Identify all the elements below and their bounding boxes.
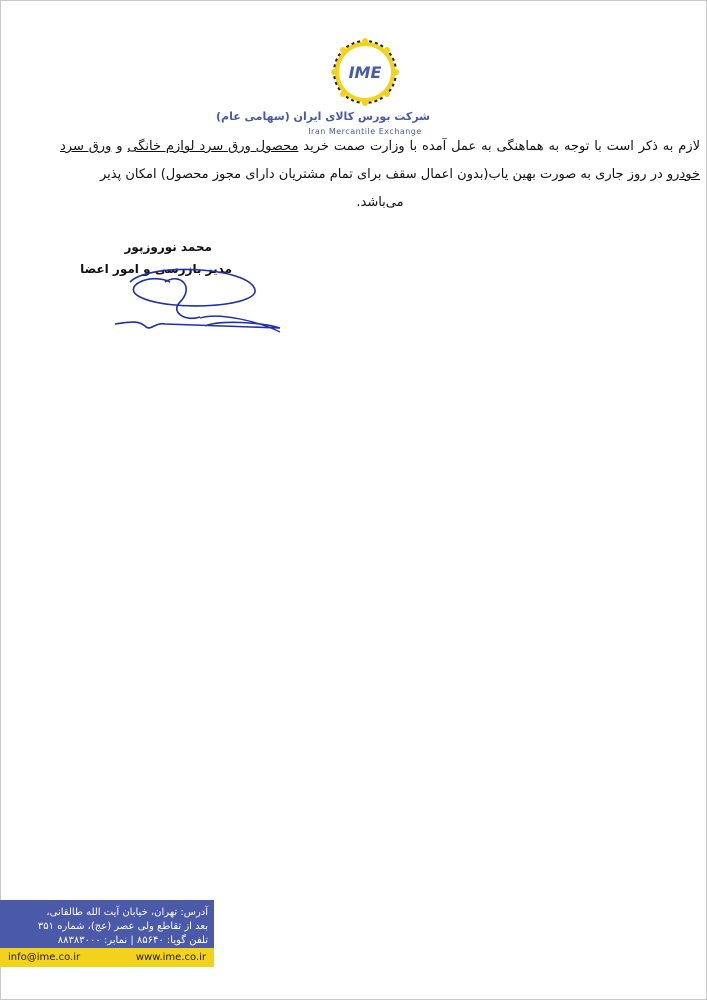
product-home-appliances: محصول ورق سرد لوازم خانگی <box>127 139 299 154</box>
letter-text-start: لازم به ذکر است با توجه به هماهنگی به عمل آمده با وزارت صمت خرید <box>298 139 701 154</box>
handwritten-signature <box>110 262 290 342</box>
letter-text-rest: در روز جاری به صورت بهین یاب(بدون اعمال سقف برای تمام مشتریان دارای مجوز محصول) امکان پذیر <box>99 167 667 182</box>
letter-text-end: می‌باشد. <box>356 195 404 210</box>
logo-text: IME <box>348 63 382 82</box>
ime-logo-icon <box>316 38 414 112</box>
footer-address-line1: آدرس: تهران، خیابان آیت الله طالقانی، <box>46 907 208 918</box>
footer-email[interactable]: info@ime.co.ir <box>8 952 81 963</box>
product-automotive: ورق سرد خودرو <box>60 139 700 182</box>
footer-website[interactable]: www.ime.co.ir <box>135 952 206 963</box>
signatory-name: محمد نوروزپور <box>124 240 212 254</box>
company-logo <box>215 38 430 138</box>
company-name-persian: شرکت بورس کالای ایران (سهامی عام) <box>215 110 430 123</box>
footer-address-line2: بعد از تقاطع ولی عصر (عج)، شماره ۳۵۱ <box>37 921 208 932</box>
letter-text-and: و <box>111 139 128 154</box>
footer-phone: تلفن گویا: ۸۵۶۴۰ | نمابر: ۸۸۳۸۳۰۰۰ <box>57 935 208 946</box>
footer-links-bar <box>0 948 214 967</box>
signatory-title: مدیر بازرسی و امور اعضا <box>80 262 232 276</box>
letter-body <box>60 133 700 217</box>
company-name-english: Iran Mercantile Exchange <box>308 127 422 136</box>
